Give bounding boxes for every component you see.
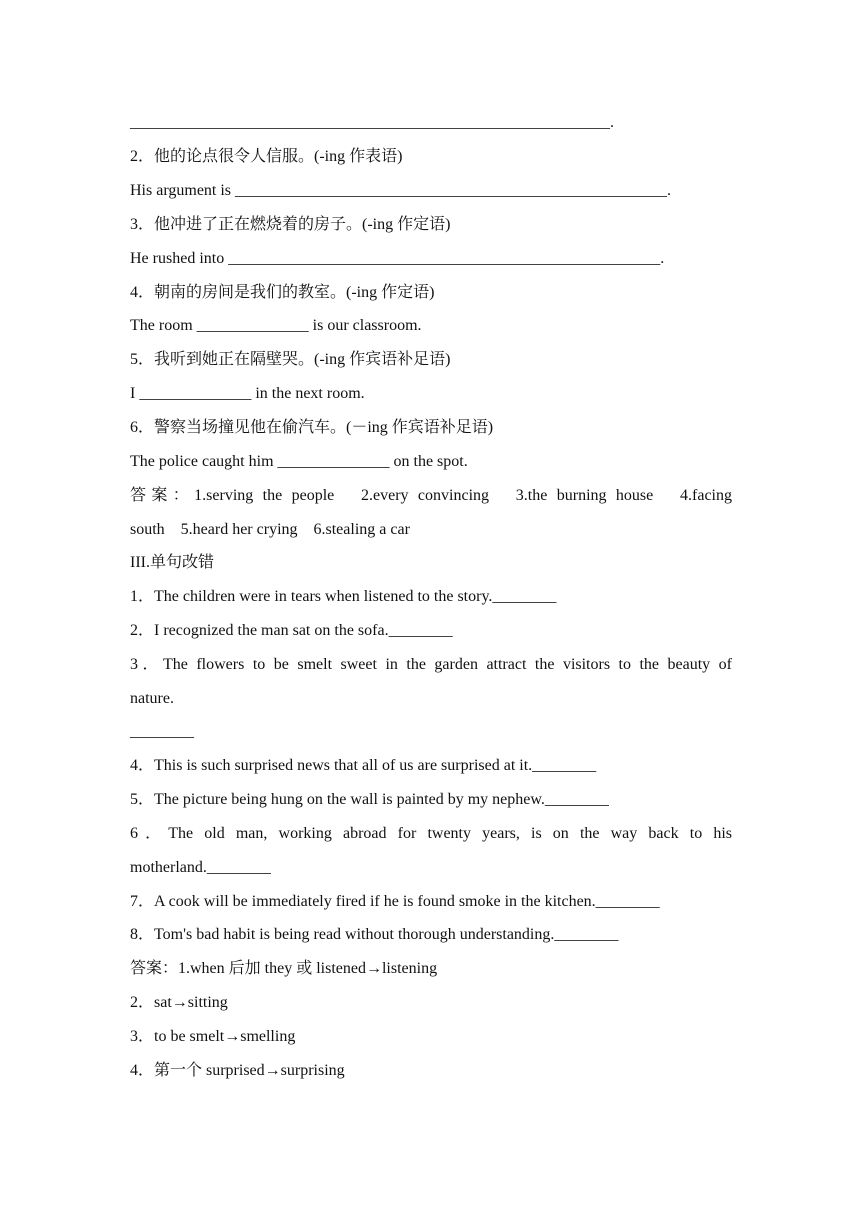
- error-item-6-continued: motherland.________: [130, 859, 271, 876]
- question-2-sentence: His argument is ______________________________________________________.: [130, 182, 672, 199]
- error-item-8: 8．Tom's bad habit is being read without thorough understanding.________: [130, 926, 619, 943]
- answer-key-item-2: 2．sat→sitting: [130, 994, 228, 1011]
- answer-blank-line: ____________________________________________________________.: [130, 114, 614, 131]
- section-heading: III.单句改错: [130, 554, 214, 571]
- answer-key-item-3: 3．to be smelt→smelling: [130, 1028, 296, 1045]
- answer-key-section-3: 答案：1.when 后加 they 或 listened→listening: [130, 960, 438, 977]
- answer-key-section-2: 答案：1.serving the people 2.every convincing 3.the burning house 4.facing: [130, 487, 732, 504]
- error-item-3-continued: nature.: [130, 690, 174, 707]
- question-4-prompt: 4．朝南的房间是我们的教室。(-ing 作定语): [130, 284, 435, 301]
- answer-key-item-4: 4．第一个 surprised→surprising: [130, 1062, 345, 1079]
- error-item-3: 3．The flowers to be smelt sweet in the garden attract the visitors to the beauty of: [130, 656, 732, 673]
- question-3-prompt: 3．他冲进了正在燃烧着的房子。(-ing 作定语): [130, 216, 451, 233]
- question-5-prompt: 5．我听到她正在隔壁哭。(-ing 作宾语补足语): [130, 351, 451, 368]
- error-item-4: 4．This is such surprised news that all of us are surprised at it.________: [130, 757, 597, 774]
- error-item-6: 6．The old man, working abroad for twenty years, is on the way back to his: [130, 825, 732, 842]
- error-item-2: 2．I recognized the man sat on the sofa.________: [130, 622, 453, 639]
- answer-key-section-2-continued: south 5.heard her crying 6.stealing a car: [130, 521, 410, 538]
- error-item-7: 7．A cook will be immediately fired if he is found smoke in the kitchen.________: [130, 893, 660, 910]
- question-5-sentence: I ______________ in the next room.: [130, 385, 365, 402]
- question-4-sentence: The room ______________ is our classroom.: [130, 317, 422, 334]
- question-6-sentence: The police caught him ______________ on the spot.: [130, 453, 468, 470]
- error-item-1: 1．The children were in tears when listened to the story.________: [130, 588, 557, 605]
- error-item-5: 5．The picture being hung on the wall is painted by my nephew.________: [130, 791, 609, 808]
- question-3-sentence: He rushed into ______________________________________________________.: [130, 250, 665, 267]
- error-item-3-blank: ________: [130, 723, 194, 740]
- question-6-prompt: 6．警察当场撞见他在偷汽车。(－ing 作宾语补足语): [130, 419, 494, 436]
- question-2-prompt: 2．他的论点很令人信服。(-ing 作表语): [130, 148, 403, 165]
